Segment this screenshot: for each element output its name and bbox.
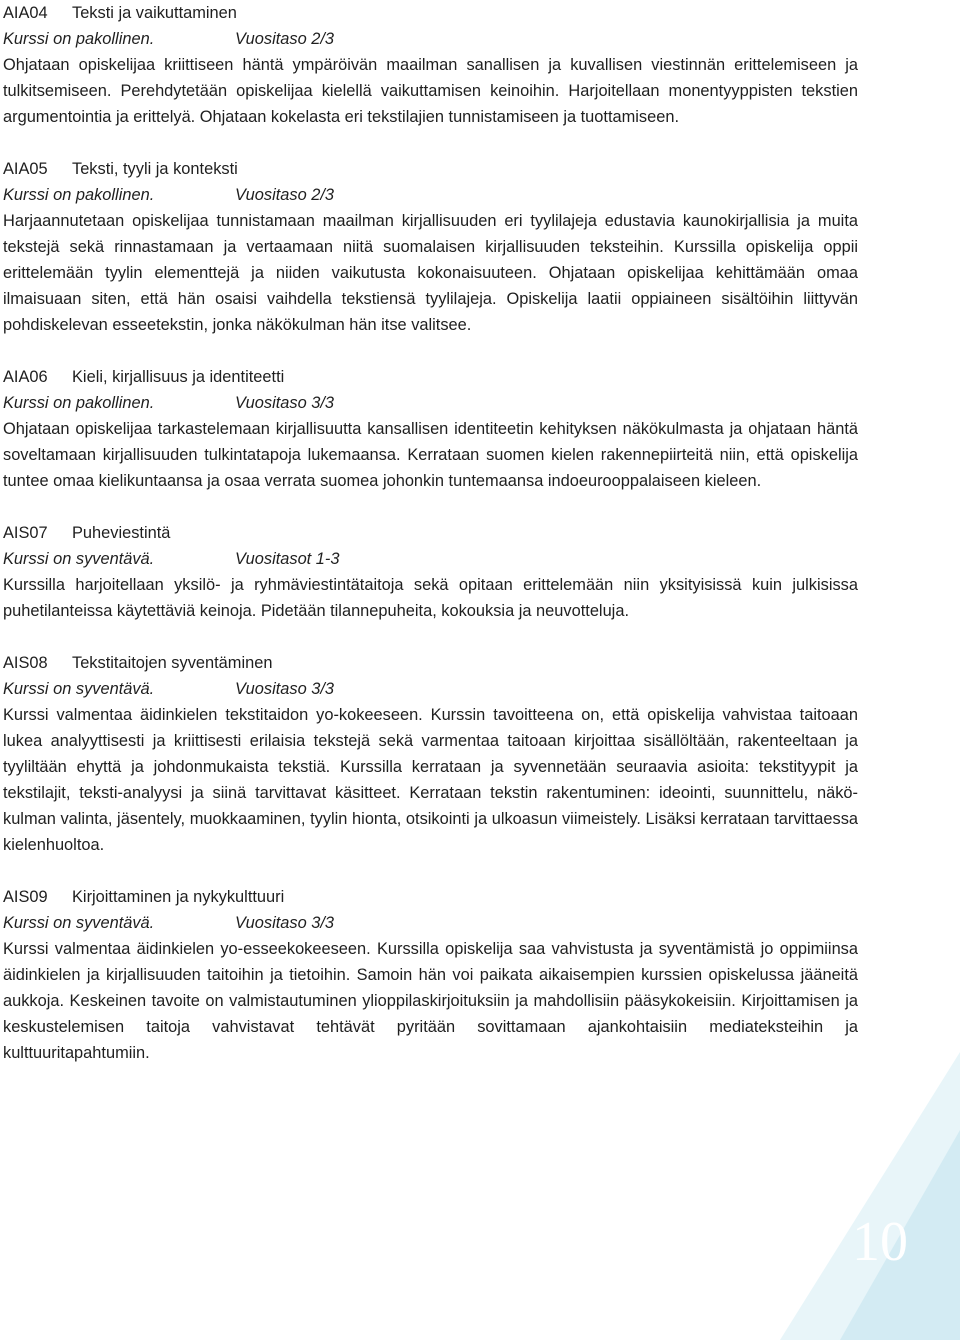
course-title: Teksti, tyyli ja konteksti — [72, 160, 238, 178]
course-meta — [3, 910, 858, 936]
course-ais07 — [3, 520, 858, 624]
course-aia04 — [3, 0, 858, 130]
course-description: Harjaannutetaan opiskelijaa tunnistamaan maailman kirjallisuuden eri tyylilajeja edustavia kaunokirjallisia ja muita tekstejä sekä rinnastamaan ja vertaamaan niitä suomalaisen kirjallisuuden teksteihin. Kurssilla opiskelija oppii erittelemään tyylin elementtejä ja niiden vaikutusta kokonaisuuteen. Ohjataan opiskelijaa kehittämään omaa ilmaisuaan siten, että hän osaisi vaihdella tekstiensä tyylilajeja. Opiskelija laatii oppiaineen sisältöihin liittyvän pohdiskelevan esseetekstin, jonka näkökulman hän itse valitsee. — [3, 212, 858, 334]
course-heading — [3, 650, 858, 676]
course-description: Ohjataan opiskelijaa tarkastelemaan kirjallisuutta kansallisen identiteetin kehityksen näkökulmasta ja ohjataan häntä soveltamaan kirjallisuuden tulkintatapoja lukemaansa. Kerrataan suomen kielen rakennepiirteitä niin, että opiskelija tuntee omaa kielikuntaansa ja osaa verrata suomea johonkin tuntemaansa indoeurooppalaiseen kieleen. — [3, 420, 858, 490]
course-code: AIS08 — [3, 654, 48, 672]
course-year: Vuositaso 3/3 — [235, 914, 335, 932]
course-title: Puheviestintä — [72, 524, 171, 542]
course-code: AIS09 — [3, 888, 48, 906]
course-code: AIA06 — [3, 368, 48, 386]
course-year: Vuositasot 1-3 — [235, 550, 340, 568]
course-meta — [3, 182, 858, 208]
course-level: Kurssi on syventävä. — [3, 550, 155, 568]
course-level: Kurssi on syventävä. — [3, 680, 155, 698]
course-aia06 — [3, 364, 858, 494]
course-description: Kurssilla harjoitellaan yksilö- ja ryhmäviestintätaitoja sekä opitaan erittelemään niin yksityisissä kuin julkisissa puhetilanteissa käytettäviä keinoja. Pidetään tilannepuheita, kokouksia ja neuvotteluja. — [3, 576, 858, 620]
course-description: Kurssi valmentaa äidinkielen tekstitaidon yo-kokeeseen. Kurssin tavoitteena on, että opiskelija vahvistaa taitoaan lukea analyyttisesti ja kriittisesti erilaisia tekstejä sekä varmentaa taitoaan kirjoittaa sisällöltään, rakenteeltaan ja tyyliltään ehyttä ja johdonmukaista tekstiä. Kurssilla kerrataan ja syvennetään seuraavia asioita: tekstityypit ja tekstilajit, teksti-analyysi ja siinä tarvittavat käsitteet. Kerrataan tekstin rakentuminen: ideointi, suunnittelu, näkö-kulman valinta, jäsentely, muokkaaminen, tyylin hionta, otsikointi ja ulkoasun viimeistely. Lisäksi kerrataan tarvittaessa kielenhuoltoa. — [3, 706, 858, 854]
course-heading — [3, 520, 858, 546]
course-heading — [3, 364, 858, 390]
course-level: Kurssi on pakollinen. — [3, 394, 155, 412]
course-year: Vuositaso 2/3 — [235, 30, 335, 48]
course-title: Teksti ja vaikuttaminen — [72, 4, 237, 22]
course-heading — [3, 0, 858, 26]
course-ais09 — [3, 884, 858, 1066]
course-meta — [3, 676, 858, 702]
course-meta — [3, 26, 858, 52]
course-heading — [3, 156, 858, 182]
course-list — [3, 0, 858, 1092]
course-description: Ohjataan opiskelijaa kriittiseen häntä ympäröivän maailman sanallisen ja kuvallisen viestinnän erittelemiseen ja tulkitsemiseen. Perehdytetään opiskelijaa kielellä vaikuttamisen keinoihin. Harjoitellaan monentyyppisten tekstien argumentointia ja erittelyä. Ohjataan kokelasta eri tekstilajien tunnistamiseen ja tuottamiseen. — [3, 56, 858, 126]
page-number: 10 — [852, 1211, 908, 1273]
course-title: Kieli, kirjallisuus ja identiteetti — [72, 368, 285, 386]
course-title: Kirjoittaminen ja nykykulttuuri — [72, 888, 285, 906]
course-level: Kurssi on pakollinen. — [3, 30, 155, 48]
course-meta — [3, 546, 858, 572]
course-code: AIA05 — [3, 160, 48, 178]
course-year: Vuositaso 3/3 — [235, 680, 335, 698]
course-ais08 — [3, 650, 858, 858]
course-code: AIA04 — [3, 4, 48, 22]
course-aia05 — [3, 156, 858, 338]
course-level: Kurssi on syventävä. — [3, 914, 155, 932]
course-description: Kurssi valmentaa äidinkielen yo-esseekokeeseen. Kurssilla opiskelija saa vahvistusta ja syventämistä jo oppimiinsa äidinkielen ja kirjallisuuden taitoihin ja tietoihin. Samoin hän voi paikata aikaisempien kurssien opiskelussa jääneitä aukkoja. Keskeinen tavoite on valmistautuminen ylioppilaskirjoituksiin ja mahdollisiin pääsykokeisiin. Kirjoittamisen ja keskustelemisen taitoja vahvistavat tehtävät pyritään sovittamaan ajankohtaisiin mediateksteihin ja kulttuuritapahtumiin. — [3, 940, 858, 1062]
course-title: Tekstitaitojen syventäminen — [72, 654, 273, 672]
course-code: AIS07 — [3, 524, 48, 542]
course-year: Vuositaso 3/3 — [235, 394, 335, 412]
course-level: Kurssi on pakollinen. — [3, 186, 155, 204]
course-heading — [3, 884, 858, 910]
course-meta — [3, 390, 858, 416]
course-year: Vuositaso 2/3 — [235, 186, 335, 204]
